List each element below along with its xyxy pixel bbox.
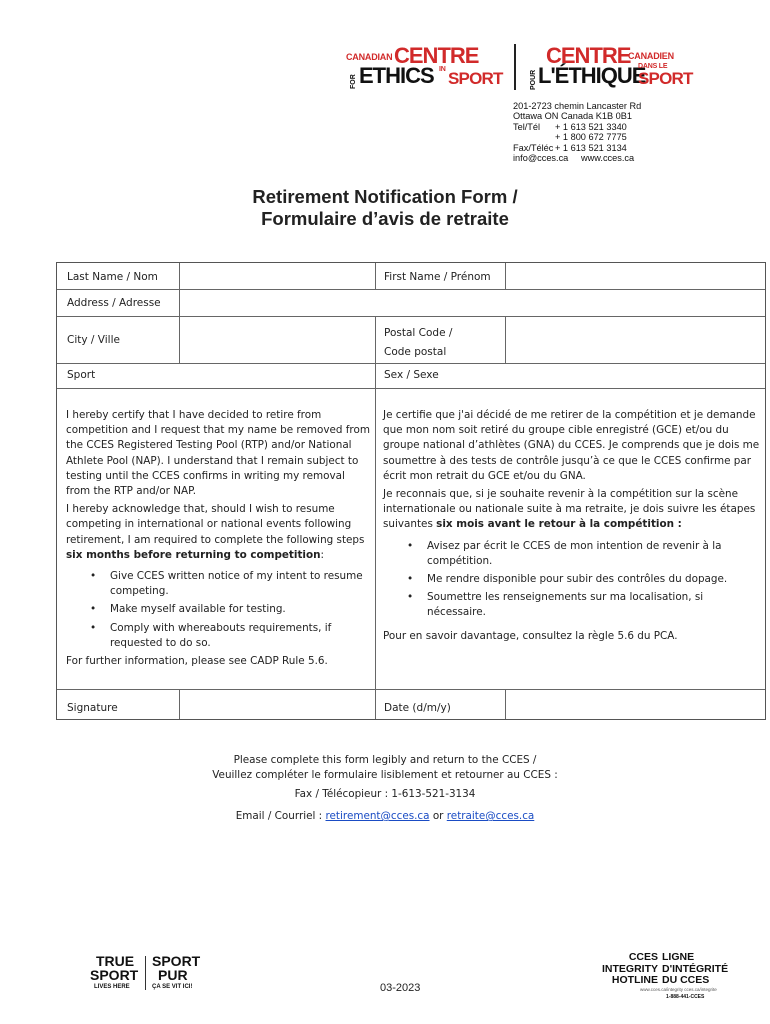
integrity-hotline-logo [600,952,730,1002]
fax-instructions: Fax / Télécopieur : 1-613-521-3134 [294,788,476,800]
phone-row-2 [513,132,643,142]
page-title [0,186,770,230]
signature-label: Signature [67,702,118,714]
french-further-info: Pour en savoir davantage, consultez la règle 5.6 du PCA. [383,629,678,642]
french-step-3: • Soumettre les renseignements sur ma localisation, si nécessaire. [407,591,704,619]
tel-number-1: + 1 613 521 3340 [555,121,627,132]
hotline-ligne: LIGNE [662,951,695,963]
cces-logo [346,43,693,94]
true-sport-divider [145,956,146,990]
true-sport-sport: SPORT [90,967,139,983]
logo-centre-fr: CENTRE [546,43,631,68]
email-or: or [429,810,447,822]
address-label: Address / Adresse [67,297,161,309]
english-step-2: • Make myself available for testing. [90,603,286,616]
hotline-urls: www.cces.ca/integrity cces.ca/integrite [640,987,717,992]
french-step-1: • Avisez par écrit le CCES de mon intention de revenir à la compétition. [407,539,722,567]
phone-row-1 [513,122,643,132]
logo-french [524,43,693,90]
address-field[interactable] [180,290,765,316]
title-line1: Retirement Notification Form / [252,186,518,207]
logo-canadien: CANADIEN [628,51,674,61]
signature-field[interactable] [180,690,375,719]
postal-code-field[interactable] [506,317,765,363]
logo-canadian: CANADIAN [346,52,393,62]
title-line2: Formulaire d’avis de retraite [261,208,509,229]
true-sport-true: TRUE [96,953,135,969]
hotline-integrity: INTEGRITY [601,962,658,975]
logo-english [346,44,506,90]
fax-row [513,143,643,153]
sport-pur-tagline: ÇA SE VIT ICI! [152,984,193,990]
last-name-label: Last Name / Nom [67,271,158,283]
contact-row [513,153,643,163]
retirement-form [56,262,766,720]
date-label: Date (d/m/y) [384,702,451,714]
address-line1: 201-2723 chemin Lancaster Rd [513,101,642,111]
sport-pur-sport: SPORT [152,953,201,969]
sport-pur-pur: PUR [158,967,188,983]
last-name-field[interactable] [180,263,375,289]
logo-ethics: ETHICS [359,63,434,88]
document-version: 03-2023 [380,982,421,994]
contact-email: info@cces.ca [513,153,569,164]
sex-label: Sex / Sexe [384,369,439,381]
first-name-field[interactable] [506,263,765,289]
logo-dans-le: DANS LE [638,63,668,70]
return-instructions [0,753,770,783]
logo-pour: POUR [530,69,537,90]
city-field[interactable] [180,317,375,363]
french-acknowledge: Je reconnais que, si je souhaite revenir à la compétition sur la scène internationale ou nationale suite à ma retraite, je dois suivre les étapes suivantes six mois avant le retour à la compétition : [383,488,756,531]
address-line2: Ottawa ON Canada K1B 0B1 [513,111,632,122]
true-sport-logo [90,954,210,994]
logo-in: IN [439,66,446,73]
date-field[interactable] [506,690,765,719]
retraite-email-link[interactable]: retraite@cces.ca [446,810,535,822]
english-acknowledge: I hereby acknowledge that, should I wish to resume competing in international or national events following retirement, I am required to complete the following steps six months before returning to competition: [66,503,365,561]
retirement-email-link[interactable]: retirement@cces.ca [325,810,430,822]
email-instructions [0,810,770,822]
fax-label: Fax/Téléc [513,142,554,153]
postal-code-label: Postal Code / Code postal [384,327,453,358]
hotline-dintegrite: D'INTÉGRITÉ [662,962,729,975]
english-step-1: • Give CCES written notice of my intent to resume competing. [90,570,363,598]
english-declaration [66,408,370,669]
first-name-label: First Name / Prénom [384,271,491,283]
english-certify: I hereby certify that I have decided to retire from competition and I request that my name be removed from the CCES Registered Testing Pool (RTP) and/or National Athlete Pool (NAP). I understand that I remain subject to testing until the CCES confirms in writing my removal from the RTP and/or NAP. [66,409,370,498]
sport-label: Sport [67,369,96,381]
city-label: City / Ville [67,334,120,346]
english-further-info: For further information, please see CADP Rule 5.6. [66,655,328,668]
tel-number-2: + 1 800 672 7775 [555,132,627,143]
contact-website: www.cces.ca [581,153,635,164]
logo-divider [514,44,516,90]
hotline-du-cces: DU CCES [662,974,710,986]
french-declaration [383,408,761,644]
sport-field[interactable] [117,364,375,388]
french-certify: Je certifie que j'ai décidé de me retirer de la compétition et je demande que mon nom soit retiré du groupe cible enregistré (GCE) et/ou du groupe national d’athlètes (GNA) du CCES. Je comprends que je dois me soumettre à des tests de contrôle jusqu’à ce que le CCES confirme par écrit mon retrait du GCE et/ou du GNA. [383,409,760,482]
instructions-line1: Please complete this form legibly and return to the CCES / [233,754,537,766]
logo-for: FOR [350,74,357,89]
hotline-hotline: HOTLINE [611,974,658,986]
true-sport-lives-here: LIVES HERE [94,984,130,990]
logo-sport-fr: SPORT [638,69,693,88]
logo-ethique: L'ÉTHIQUE [538,63,646,88]
sex-field[interactable] [457,364,765,388]
instructions-line2: Veuillez compléter le formulaire lisiblement et retourner au CCES : [212,769,558,781]
email-label: Email / Courriel : [235,810,326,822]
english-step-3: • Comply with whereabouts requirements, if requested to do so. [90,621,332,649]
tel-label: Tel/Tél [513,121,541,132]
hotline-cces: CCES [628,951,658,963]
french-step-2: • Me rendre disponible pour subir des contrôles du dopage. [407,573,728,586]
logo-centre: CENTRE [394,43,479,68]
fax-number: + 1 613 521 3134 [555,142,627,153]
organization-address [513,101,643,163]
hotline-phone: 1-888-441-CCES [666,994,705,1000]
logo-sport: SPORT [448,69,503,88]
